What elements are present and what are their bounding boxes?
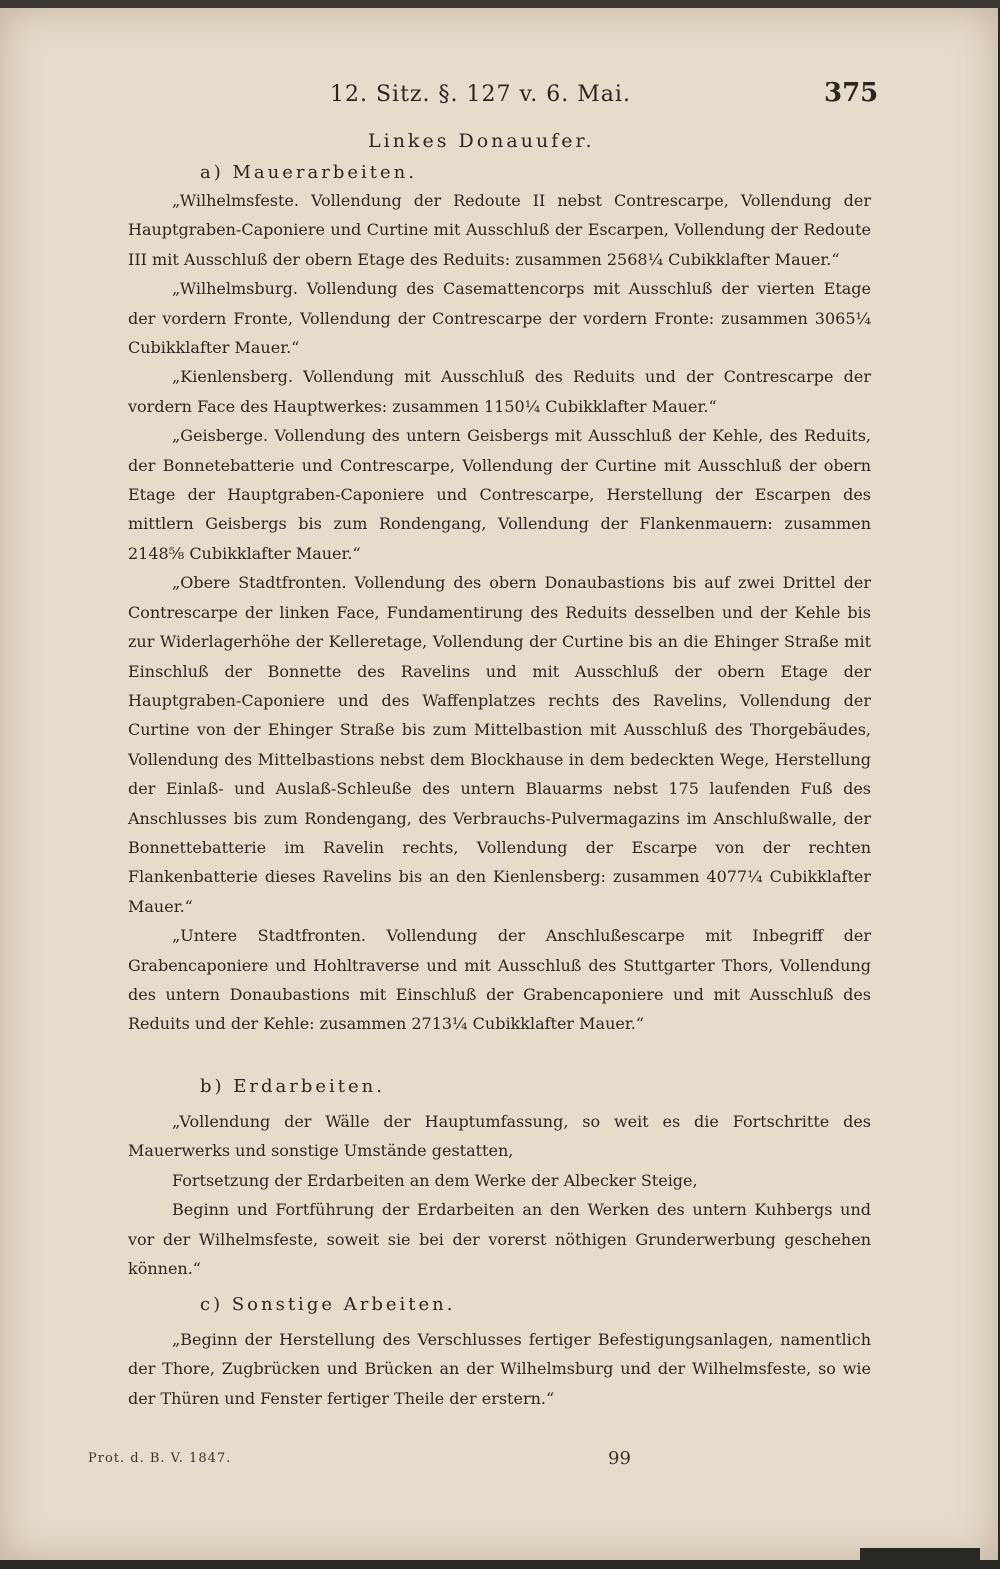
subsection-heading-c: c) Sonstige Arbeiten. bbox=[200, 1294, 456, 1315]
page-number: 375 bbox=[824, 78, 879, 108]
page-header bbox=[0, 78, 1000, 114]
section-title: Linkes Donauufer. bbox=[368, 130, 595, 152]
paragraph: „Vollendung der Wälle der Hauptumfassung, so weit es die Fortschritte des Mauerwerks und sonstige Umstände gestatten, bbox=[128, 1112, 871, 1161]
subsection-heading-b: b) Erdarbeiten. bbox=[200, 1076, 386, 1097]
paragraph: „Wilhelmsburg. Vollendung des Casemattencorps mit Ausschluß der vierten Etage der vordern Fronte, Vollendung der Contrescarpe der vordern Fronte: zusammen 3065¼ Cubikklafter Mauer.“ bbox=[128, 279, 871, 358]
top-edge bbox=[0, 0, 1000, 8]
paragraph: „Wilhelmsfeste. Vollendung der Redoute II nebst Contrescarpe, Vollendung der Hauptgraben-Caponiere und Curtine mit Ausschluß der Escarpen, Vollendung der Redoute III mit Ausschluß der obern Etage des Reduits: zusammen 2568¼ Cubikklafter Mauer.“ bbox=[128, 191, 871, 269]
paragraph: „Untere Stadtfronten. Vollendung der Anschlußescarpe mit Inbegriff der Grabencaponiere und Hohltraverse und mit Ausschluß des Stuttgarter Thors, Vollendung des untern Donaubastions mit Einschluß der Grabencaponiere und mit Ausschluß des Reduits und der Kehle: zusammen 2713¼ Cubikklafter Mauer.“ bbox=[128, 926, 871, 1034]
subsection-body-c bbox=[128, 1325, 871, 1413]
paragraph: „Obere Stadtfronten. Vollendung des obern Donaubastions bis auf zwei Drittel der Contrescarpe der linken Face, Fundamentirung des Reduits desselben und der Kehle bis zur Widerlagerhöhe der Kelleretage, Vollendung der Curtine bis an die Ehinger Straße mit Einschluß der Bonnette des Ravelins und mit Ausschluß der obern Etage der Hauptgraben-Caponiere und des Waffenplatzes rechts des Ravelins, Vollendung der Curtine von der Ehinger Straße bis zum Mittelbastion mit Ausschluß des Thorgebäudes, Vollendung des Mittelbastions nebst dem Blockhause in dem bedeckten Wege, Herstellung der Einlaß- und Auslaß-Schleuße des untern Blauarms nebst 175 laufenden Fuß des Anschlusses bis zum Rondengang, des Verbrauchs-Pulvermagazins im Anschlußwalle, der Bonnettebatterie im Ravelin rechts, Vollendung der Escarpe von der rechten Flankenbatterie dieses Ravelins bis an den Kienlensberg: zusammen 4077¼ Cubikklafter Mauer.“ bbox=[128, 573, 871, 916]
paragraph: „Kienlensberg. Vollendung mit Ausschluß des Reduits und der Contrescarpe der vordern Face des Hauptwerkes: zusammen 1150¼ Cubikklafter Mauer.“ bbox=[128, 367, 871, 416]
paragraph: „Geisberge. Vollendung des untern Geisbergs mit Ausschluß der Kehle, des Reduits, der Bonnetebatterie und Contrescarpe, Vollendung der Curtine mit Ausschluß der obern Etage der Hauptgraben-Caponiere und Contrescarpe, Herstellung der Escarpen des mittlern Geisbergs bis zum Rondengang, Vollendung der Flankenmauern: zusammen 2148⅝ Cubikklafter Mauer.“ bbox=[128, 426, 871, 563]
paragraph: „Beginn der Herstellung des Verschlusses fertiger Befestigungsanlagen, namentlich der Thore, Zugbrücken und Brücken an der Wilhelmsburg und der Wilhelmsfeste, so wie der Thüren und Fenster fertiger Theile der erstern.“ bbox=[128, 1330, 871, 1408]
paragraph: Beginn und Fortführung der Erdarbeiten an den Werken des untern Kuhbergs und vor der Wilhelmsfeste, soweit sie bei der vorerst nöthigen Grunderwerbung geschehen können.“ bbox=[128, 1200, 871, 1279]
signature-mark: Prot. d. B. V. 1847. bbox=[88, 1451, 232, 1466]
paragraph: Fortsetzung der Erdarbeiten an dem Werke der Albecker Steige, bbox=[172, 1170, 698, 1190]
subsection-heading-a: a) Mauerarbeiten. bbox=[200, 162, 417, 183]
subsection-body-b bbox=[128, 1107, 871, 1283]
bottom-edge bbox=[860, 1548, 980, 1560]
running-title: 12. Sitz. §. 127 v. 6. Mai. bbox=[330, 82, 631, 107]
sheet-number: 99 bbox=[608, 1448, 631, 1469]
subsection-body-a bbox=[128, 186, 871, 1039]
